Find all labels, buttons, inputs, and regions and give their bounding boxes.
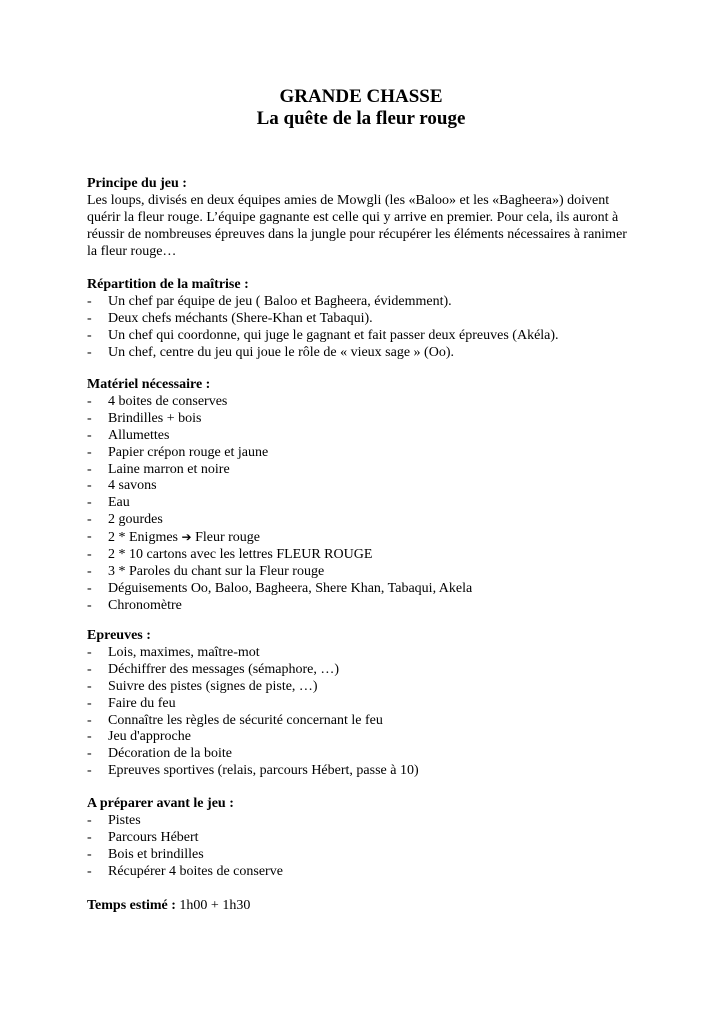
- list-item: - Pistes: [87, 812, 141, 828]
- list-item: - Parcours Hébert: [87, 829, 199, 845]
- title-block: [87, 86, 635, 130]
- arrow-right-icon: ➔: [181, 530, 192, 545]
- list-item: - Déguisements Oo, Baloo, Bagheera, Shere Khan, Tabaqui, Akela: [87, 580, 473, 596]
- list-item: - Papier crépon rouge et jaune: [87, 444, 269, 460]
- section-epreuves: [87, 628, 647, 780]
- list-item: - Lois, maximes, maître-mot: [87, 644, 260, 660]
- section-heading-materiel: Matériel nécessaire :: [87, 377, 211, 392]
- list-item: - Chronomètre: [87, 597, 182, 613]
- temps-value: 1h00 + 1h30: [179, 898, 251, 913]
- repartition-list: [87, 294, 647, 362]
- section-repartition: [87, 277, 647, 362]
- list-item: - Suivre des pistes (signes de piste, …): [87, 678, 318, 694]
- list-item: - Bois et brindilles: [87, 846, 204, 862]
- list-item: - Un chef qui coordonne, qui juge le gagnant et fait passer deux épreuves (Akéla).: [87, 327, 559, 343]
- list-item: - Décoration de la boite: [87, 746, 233, 762]
- section-heading-preparer: A préparer avant le jeu :: [87, 796, 234, 811]
- document-subtitle: La quête de la fleur rouge: [256, 108, 466, 129]
- principe-text: Les loups, divisés en deux équipes amies de Mowgli (les «Baloo» et les «Bagheera») doivent quérir la fleur rouge. L’équipe gagnante est celle qui y arrive en premier. Pour cela, ils auront à réussir de nombreuses épreuves dans la jungle pour récupérer les éléments nécessaires à ranimer la fleur rouge…: [87, 192, 627, 259]
- list-item: - 3 * Paroles du chant sur la Fleur rouge: [87, 563, 325, 579]
- document-title: GRANDE CHASSE: [279, 86, 443, 107]
- temps-label: Temps estimé :: [87, 898, 176, 913]
- section-principe: [87, 176, 647, 261]
- list-item: - Brindilles + bois: [87, 410, 202, 426]
- preparer-list: [87, 813, 647, 881]
- list-item: - Eau: [87, 495, 130, 511]
- list-item: - Jeu d'approche: [87, 729, 191, 745]
- section-heading-repartition: Répartition de la maîtrise :: [87, 277, 249, 292]
- list-item: - Un chef par équipe de jeu ( Baloo et Bagheera, évidemment).: [87, 293, 452, 309]
- section-preparer: [87, 796, 647, 881]
- list-item: - 4 savons: [87, 478, 157, 494]
- list-item: - Laine marron et noire: [87, 461, 230, 477]
- materiel-list: [87, 394, 647, 615]
- section-temps: [87, 898, 647, 915]
- section-heading-principe: Principe du jeu :: [87, 176, 187, 191]
- epreuves-list: [87, 645, 647, 780]
- list-item: - Faire du feu: [87, 695, 176, 711]
- list-item: - 2 * 10 cartons avec les lettres FLEUR ROUGE: [87, 547, 373, 563]
- list-item: - Allumettes: [87, 427, 170, 443]
- section-heading-epreuves: Epreuves :: [87, 628, 151, 643]
- list-item: - 2 gourdes: [87, 512, 163, 528]
- section-materiel: [87, 377, 647, 615]
- list-item: - 2 * Enigmes ➔ Fleur rouge: [87, 529, 260, 546]
- list-item: - Déchiffrer des messages (sémaphore, …): [87, 661, 340, 677]
- list-item: - Epreuves sportives (relais, parcours Hébert, passe à 10): [87, 763, 419, 779]
- list-item: - 4 boites de conserves: [87, 393, 228, 409]
- list-item: - Connaître les règles de sécurité concernant le feu: [87, 712, 383, 728]
- list-item: - Un chef, centre du jeu qui joue le rôle de « vieux sage » (Oo).: [87, 344, 454, 360]
- list-item: - Récupérer 4 boites de conserve: [87, 863, 283, 879]
- list-item: - Deux chefs méchants (Shere-Khan et Tabaqui).: [87, 310, 373, 326]
